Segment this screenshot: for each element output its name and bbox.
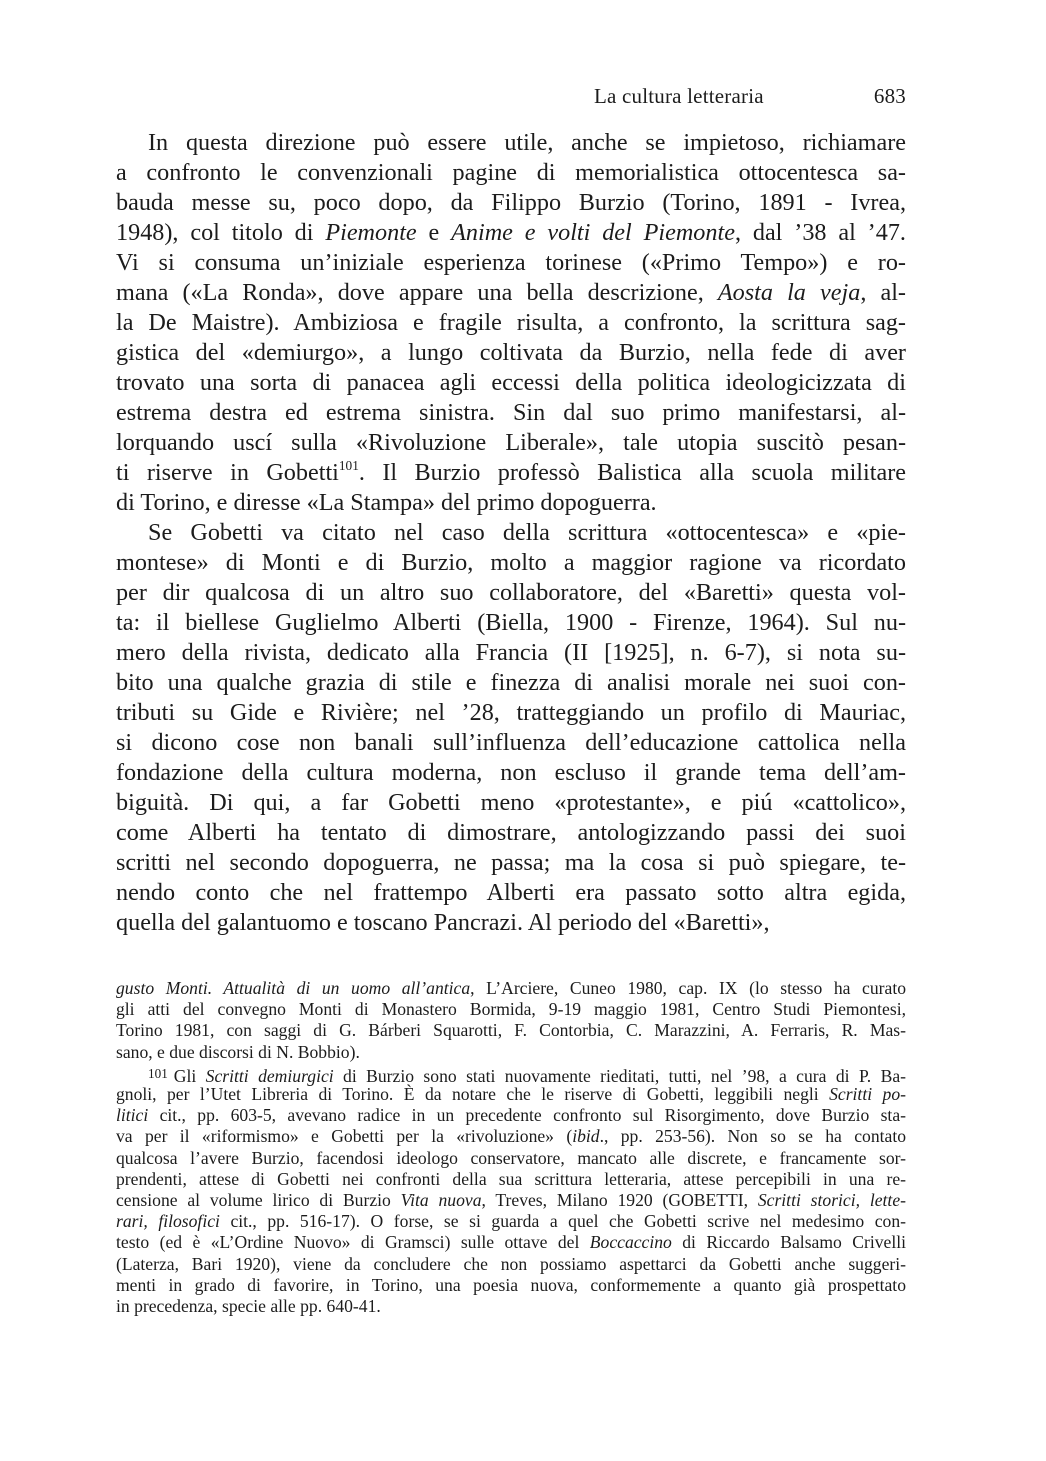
- body-line: si dicono cose non banali sull’influenza dell’educazione cattolica nella: [116, 729, 906, 756]
- footnote-line: menti in grado di favorire, in Torino, una poesia nuova, conformemente a quanto già prospettato: [116, 1274, 906, 1295]
- footnote-line: in precedenza, specie alle pp. 640-41.: [116, 1296, 381, 1316]
- body-line: scritti nel secondo dopoguerra, ne passa; ma la cosa si può spiegare, te-: [116, 849, 906, 876]
- footnote-line: litici cit., pp. 603-5, avevano radice in un precedente confronto sul Risorgimento, dove Burzio sta-: [116, 1105, 906, 1126]
- body-line: lorquando uscí sulla «Rivoluzione Liberale», tale utopia suscitò pesan-: [116, 429, 906, 456]
- body-line: gistica del «demiurgo», a lungo coltivata da Burzio, nella fede di aver: [116, 339, 906, 366]
- body-line: 1948), col titolo di Piemonte e Anime e volti del Piemonte, dal ’38 al ’47.: [116, 219, 906, 246]
- body-line: fondazione della cultura moderna, non escluso il grande tema dell’am-: [116, 759, 906, 786]
- body-line: bito una qualche grazia di stile e finezza di analisi morale nei suoi con-: [116, 669, 906, 696]
- footnote-line: sano, e due discorsi di N. Bobbio).: [116, 1041, 360, 1062]
- body-line: ta: il biellese Guglielmo Alberti (Biella, 1900 - Firenze, 1964). Sul nu-: [116, 609, 906, 636]
- body-line: quella del galantuomo e toscano Pancrazi. Al periodo del «Baretti»,: [116, 909, 770, 936]
- body-line: come Alberti ha tentato di dimostrare, antologizzando passi dei suoi: [116, 819, 906, 846]
- body-line: la De Maistre). Ambiziosa e fragile risulta, a confronto, la scrittura sag-: [116, 309, 906, 336]
- footnote-line: prendenti, attese di Gobetti nei confronti della sua scrittura letteraria, attese percepibili in una re-: [116, 1168, 906, 1189]
- body-line: mana («La Ronda», dove appare una bella descrizione, Aosta la veja, al-: [116, 279, 906, 306]
- body-line: montese» di Monti e di Burzio, molto a maggior ragione va ricordato: [116, 549, 906, 576]
- page-number: 683: [873, 84, 906, 108]
- body-line: ti riserve in Gobetti$^{101}$. Il Burzio professò Balistica alla scuola militare: [116, 458, 906, 486]
- body-line: di Torino, e diresse «La Stampa» del primo dopoguerra.: [116, 489, 657, 516]
- footnote-101-start: $^{101}$ Gli Scritti demiurgici di Burzio sono stati nuovamente rieditati, tutti, nel ’98, a cura di P. Ba-: [148, 1065, 906, 1086]
- body-line: biguità. Di qui, a far Gobetti meno «protestante», e piú «cattolico»,: [116, 789, 906, 816]
- footnote-line: gnoli, per l’Utet Libreria di Torino. È da notare che le riserve di Gobetti, leggibili negli Scritti po-: [116, 1084, 906, 1104]
- running-head-title: La cultura letteraria: [594, 84, 764, 108]
- footnote-line: rari, filosofici cit., pp. 516-17). O forse, se si guarda a quel che Gobetti scrive nel medesimo con-: [116, 1211, 906, 1232]
- body-line: a confronto le convenzionali pagine di memorialistica ottocentesca sa-: [116, 159, 906, 186]
- body-line: Vi si consuma un’iniziale esperienza torinese («Primo Tempo») e ro-: [116, 249, 906, 276]
- body-line: trovato una sorta di panacea agli eccessi della politica ideologicizzata di: [116, 369, 906, 396]
- paragraph-start-line: In questa direzione può essere utile, anche se impietoso, richiamare: [148, 129, 906, 156]
- body-line: tributi su Gide e Rivière; nel ’28, tratteggiando un profilo di Mauriac,: [116, 699, 906, 726]
- footnote-line: censione al volume lirico di Burzio Vita nuova, Treves, Milano 1920 (GOBETTI, Scritti storici, lette-: [116, 1190, 906, 1210]
- body-line: bauda messe su, poco dopo, da Filippo Burzio (Torino, 1891 - Ivrea,: [116, 189, 906, 216]
- footnote-line: (Laterza, Bari 1920), viene da concludere che non possiamo aspettarci da Gobetti anche suggeri-: [116, 1253, 906, 1274]
- paragraph-start-line: Se Gobetti va citato nel caso della scrittura «ottocentesca» e «pie-: [148, 519, 906, 546]
- footnote-line: gusto Monti. Attualità di un uomo all’antica, L’Arciere, Cuneo 1980, cap. IX (lo stesso ha curato: [116, 978, 907, 998]
- footnote-line: gli atti del convegno Monti di Monastero Bormida, 9-19 maggio 1981, Centro Studi Piemontesi,: [116, 999, 906, 1020]
- footnote-line: qualcosa l’avere Burzio, facendosi ideologo conservatore, mancato alle discrete, e francamente sor-: [116, 1147, 906, 1168]
- footnote-line: testo (ed è «L’Ordine Nuovo» di Gramsci) sulle ottave del Boccaccino di Riccardo Balsamo Crivelli: [116, 1232, 906, 1253]
- body-line: estrema destra ed estrema sinistra. Sin dal suo primo manifestarsi, al-: [116, 399, 906, 426]
- body-line: mero della rivista, dedicato alla Francia (II [1925], n. 6-7), si nota su-: [116, 639, 906, 666]
- footnote-line: va per il «riformismo» e Gobetti per la «rivoluzione» (ibid., pp. 253-56). Non so se ha contato: [116, 1126, 906, 1147]
- footnote-line: Torino 1981, con saggi di G. Bárberi Squarotti, F. Contorbia, C. Marazzini, A. Ferraris, R. Mas-: [116, 1020, 906, 1041]
- running-head: [594, 84, 908, 110]
- body-line: per dir qualcosa di un altro suo collaboratore, del «Baretti» questa vol-: [116, 579, 906, 606]
- body-line: nendo conto che nel frattempo Alberti era passato sotto altra egida,: [116, 879, 906, 906]
